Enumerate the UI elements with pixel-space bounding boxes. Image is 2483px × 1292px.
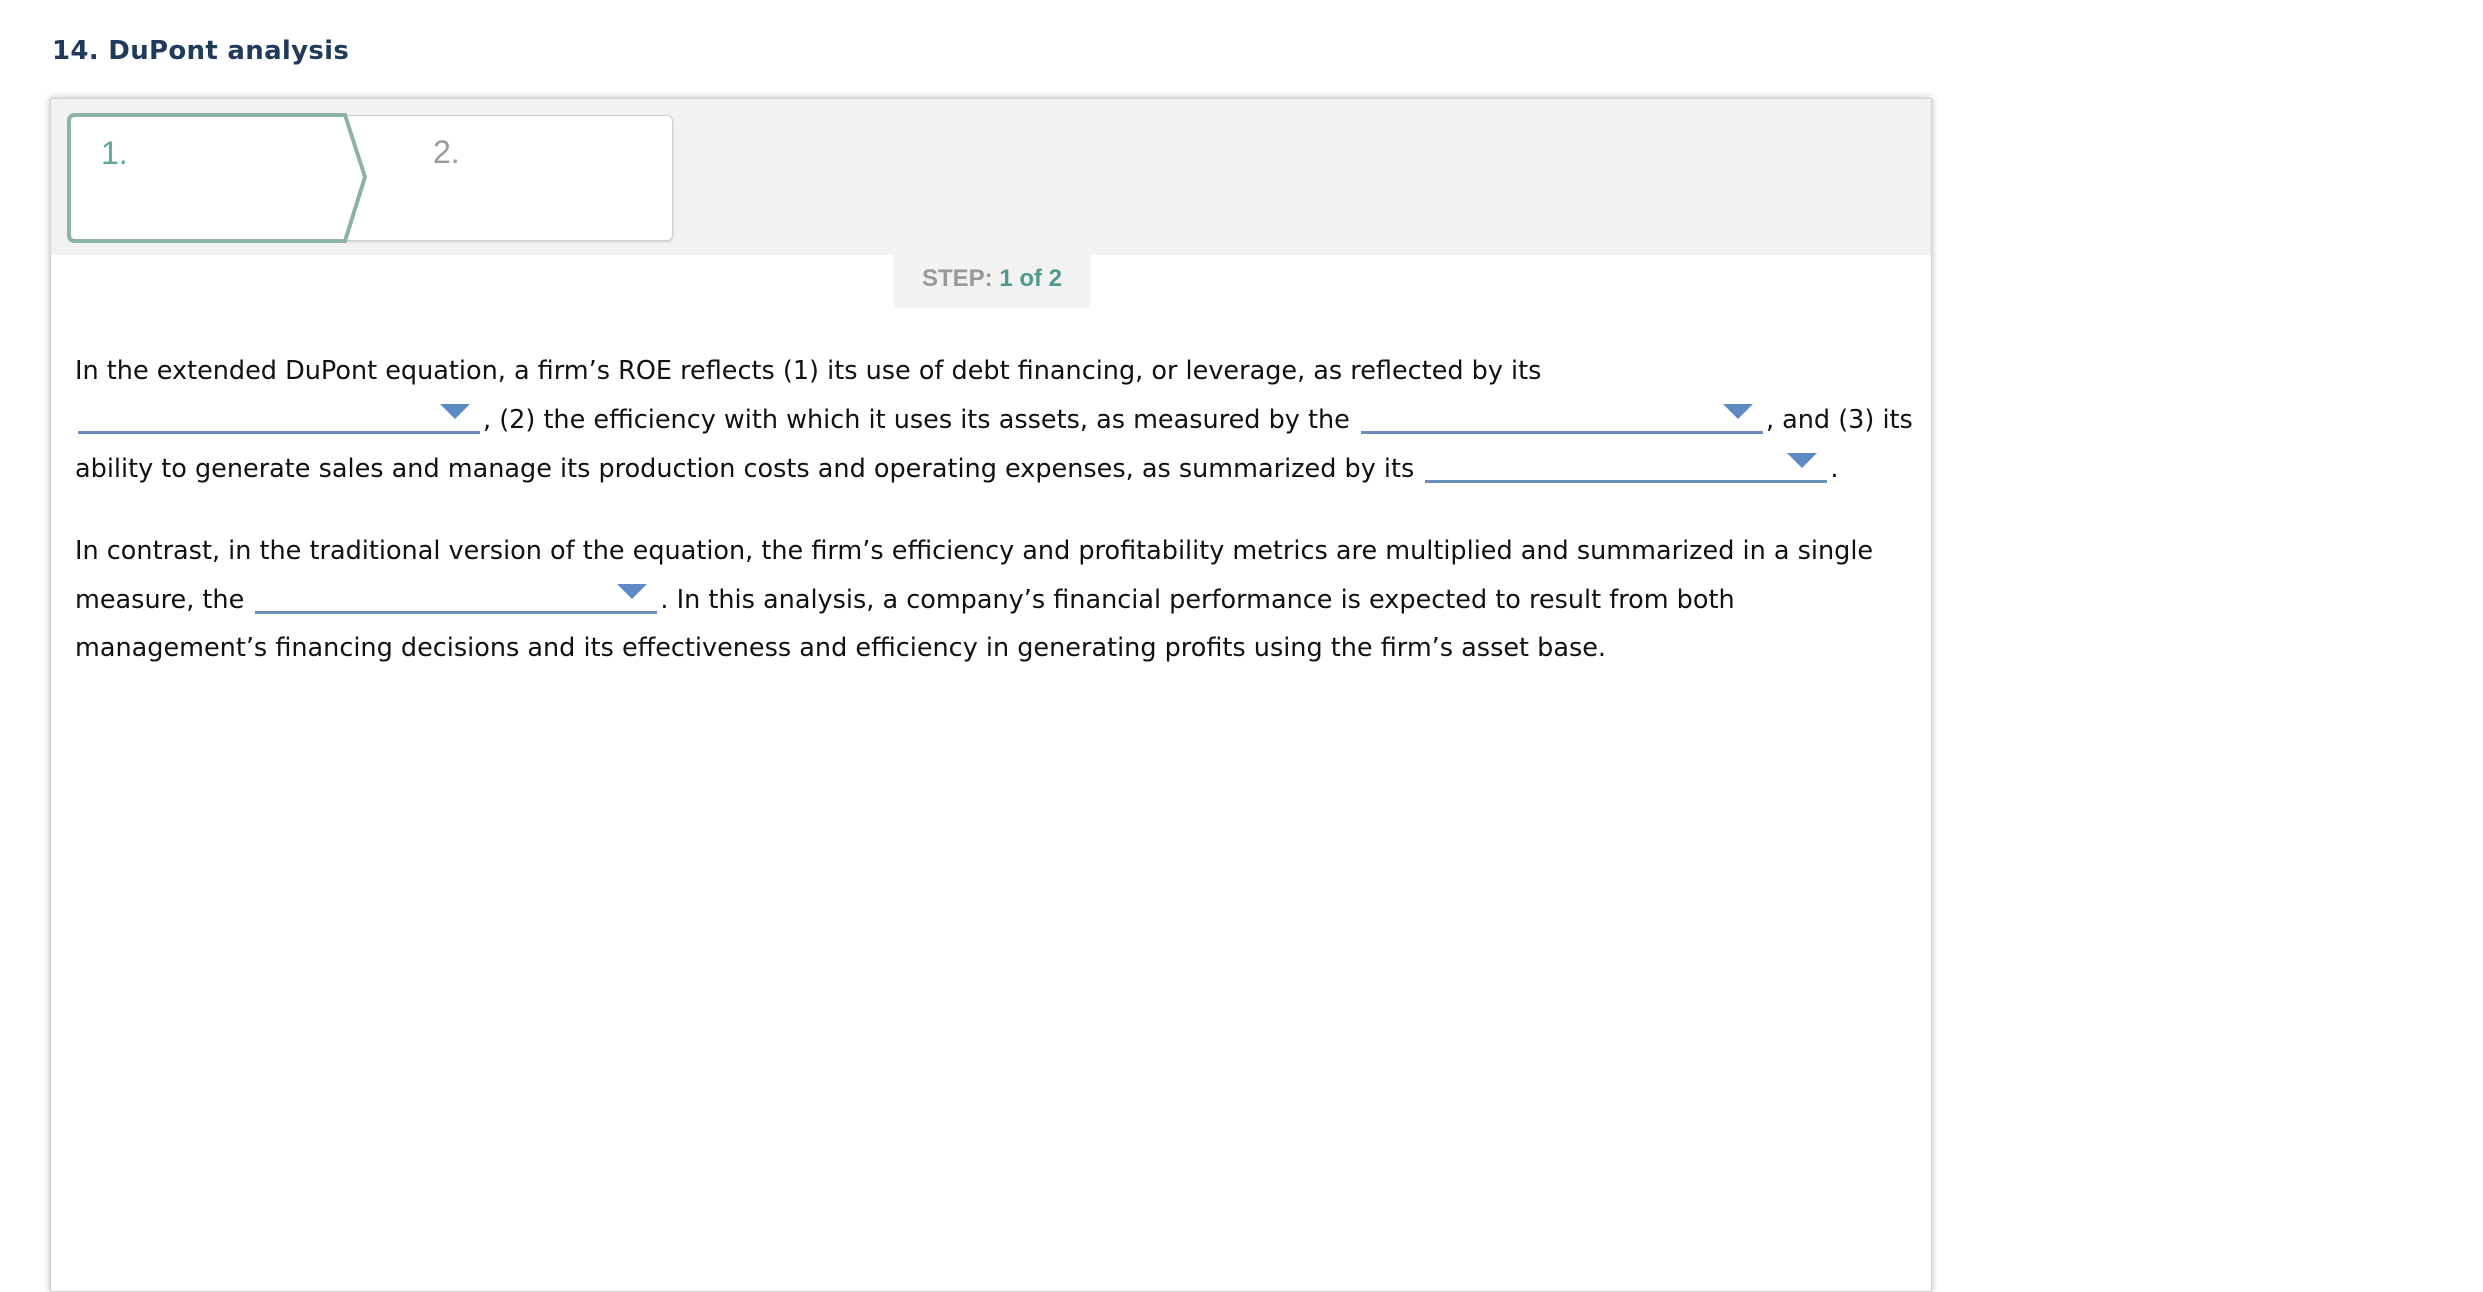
question-paragraph-2: [75, 527, 1915, 672]
step-navigation: [51, 99, 1931, 255]
chevron-down-icon: [1723, 404, 1753, 419]
chevron-down-icon: [1787, 453, 1817, 468]
paragraph-2-text-a: In contrast, in the traditional version of the equation, the firm’s efficiency and profitability metrics are multiplied and summarized in a single measure, the: [75, 536, 1874, 615]
paragraph-1-text-c: , and (3) its ability to generate sales and manage its production costs and operating expenses, as summarized by its: [75, 405, 1913, 484]
paragraph-1-text-a: In the extended DuPont equation, a firm’s ROE reflects (1) its use of debt financing, or leverage, as reflected by its: [75, 356, 1542, 386]
step-tab-1[interactable]: [67, 113, 373, 245]
question-panel: [50, 98, 1932, 1292]
profitability-dropdown[interactable]: [1425, 444, 1827, 483]
leverage-dropdown[interactable]: [78, 395, 480, 434]
step-tab-1-label: 1.: [101, 135, 128, 171]
page-title: 14. DuPont analysis: [52, 36, 350, 66]
question-paragraph-1: [75, 347, 1915, 493]
step-tab-1-shape: [67, 113, 373, 245]
step-indicator-value: 1 of 2: [999, 265, 1063, 292]
asset-efficiency-dropdown[interactable]: [1361, 395, 1763, 434]
step-tab-2-label: 2.: [433, 134, 460, 170]
paragraph-1-text-b: , (2) the efficiency with which it uses its assets, as measured by the: [483, 405, 1350, 435]
paragraph-2-text-b: . In this analysis, a company’s financial performance is expected to result from both management’s financing decisions and its effectiveness and efficiency in generating profits using the firm’s asset base.: [75, 585, 1735, 663]
paragraph-1-text-d: .: [1830, 454, 1839, 484]
step-indicator-prefix: STEP:: [921, 265, 993, 292]
chevron-down-icon: [617, 584, 647, 599]
step-tab-2[interactable]: [331, 115, 673, 241]
chevron-down-icon: [440, 404, 470, 419]
step-indicator: [893, 255, 1091, 308]
single-measure-dropdown[interactable]: [255, 575, 657, 614]
